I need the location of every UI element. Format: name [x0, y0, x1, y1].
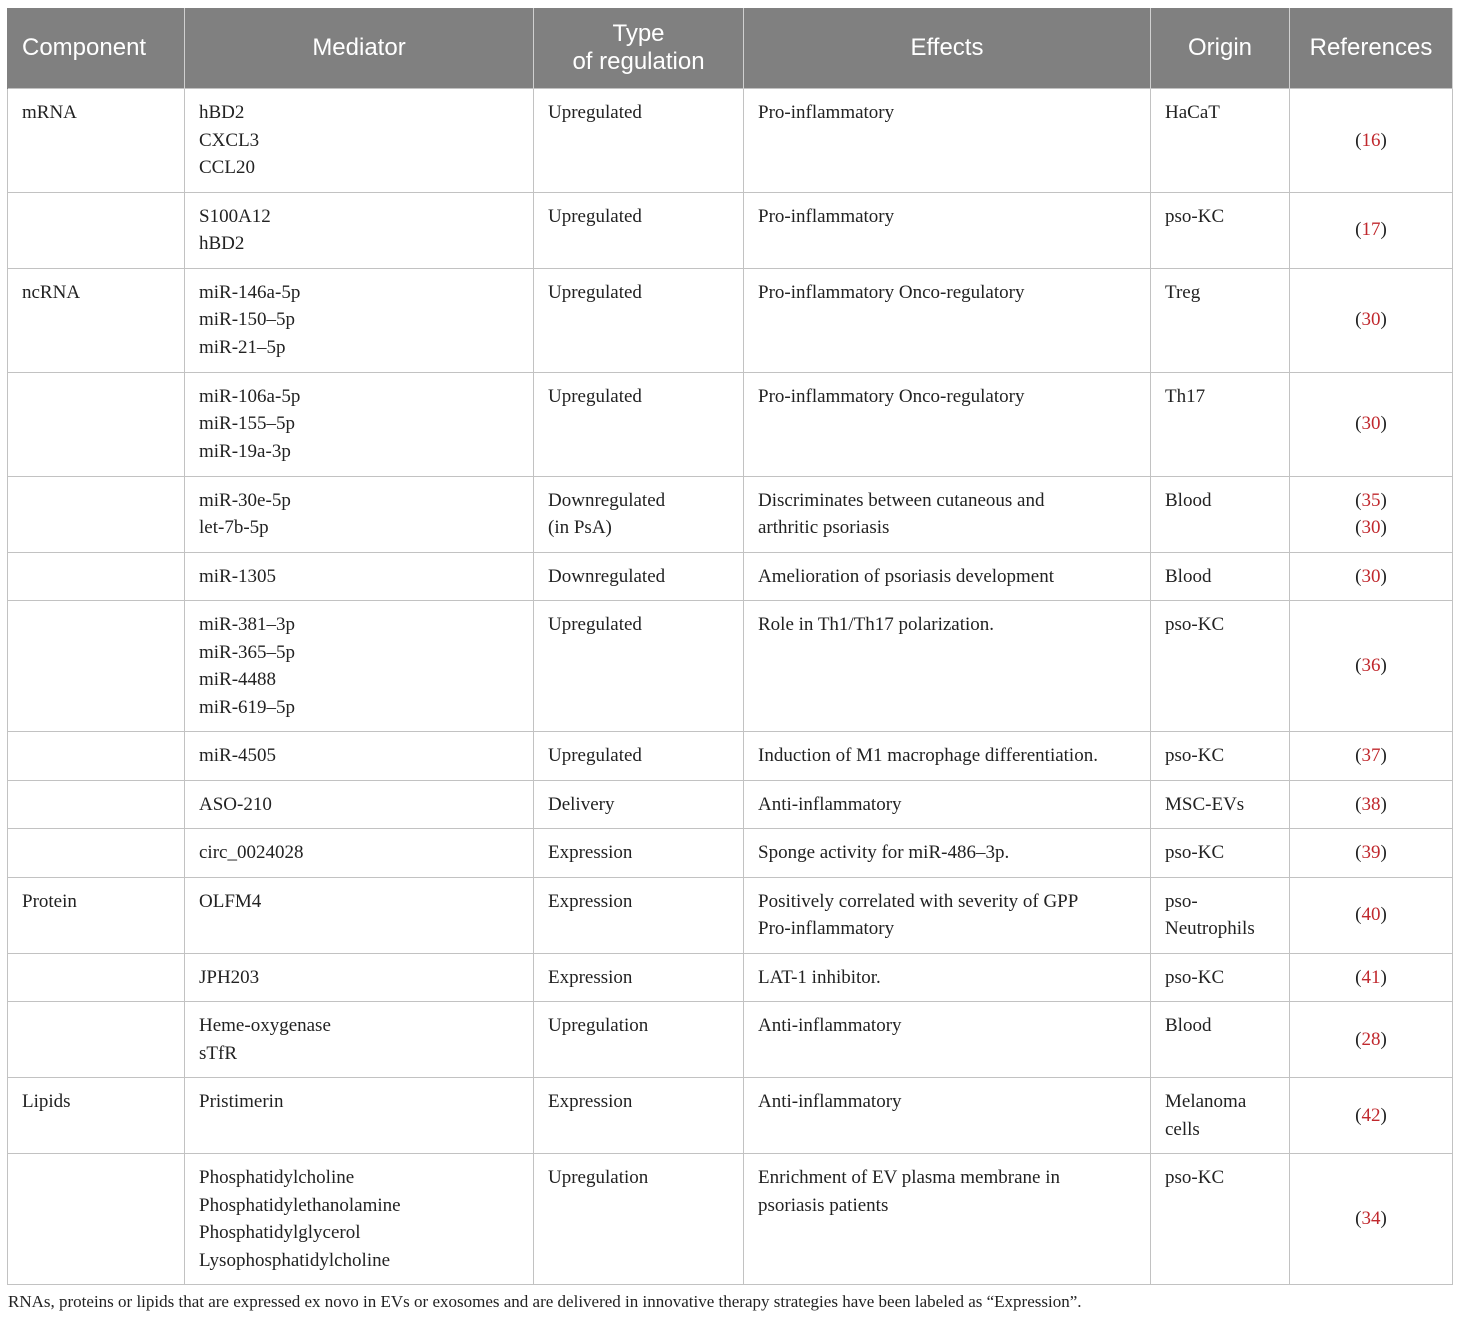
cell-mediator-line: Lysophosphatidylcholine [199, 1249, 391, 1271]
cell-mediator-line: miR-155–5p [199, 413, 296, 434]
cell-origin [1151, 1154, 1290, 1285]
cell-effects-line: Pro-inflammatory Onco-regulatory [758, 281, 1025, 303]
cell-references: (30) [1290, 552, 1453, 601]
table-row [8, 476, 1453, 552]
cell-origin-line: Blood [1165, 489, 1212, 511]
cell-mediator [185, 1002, 534, 1078]
cell-origin [1151, 89, 1290, 193]
cell-effects [744, 372, 1151, 476]
cell-origin-line: Melanoma [1165, 1091, 1247, 1112]
cell-regulation-line: Upregulated [548, 745, 642, 766]
cell-mediator [185, 1154, 534, 1285]
cell-effects [744, 1002, 1151, 1078]
cell-mediator-line: miR-619–5p [199, 696, 296, 718]
reference-link[interactable]: 42 [1361, 1104, 1381, 1126]
table-container [7, 8, 1452, 1285]
table-row [8, 953, 1453, 1002]
cell-effects [744, 1154, 1151, 1285]
cell-mediator [185, 372, 534, 476]
cell-effects-line: psoriasis patients [758, 1194, 889, 1216]
cell-mediator [185, 268, 534, 372]
cell-mediator-line: miR-1305 [199, 565, 277, 587]
cell-origin-line: pso-KC [1165, 205, 1225, 227]
reference-link[interactable]: 36 [1361, 655, 1381, 677]
cell-effects-line: Pro-inflammatory [758, 205, 895, 227]
cell-regulation [534, 476, 744, 552]
header-origin: Origin [1151, 8, 1290, 89]
table-body [8, 89, 1453, 1285]
header-effects: Effects [744, 8, 1151, 89]
cell-references: (37) [1290, 732, 1453, 781]
cell-regulation [534, 1078, 744, 1154]
cell-regulation-line: Upregulated [548, 614, 642, 635]
cell-mediator-line: hBD2 [199, 233, 245, 254]
table-row [8, 552, 1453, 601]
cell-effects-line: Discriminates between cutaneous and [758, 489, 1045, 511]
reference-link[interactable]: 17 [1361, 219, 1381, 241]
reference-link[interactable]: 30 [1361, 309, 1381, 331]
cell-regulation [534, 268, 744, 372]
data-table [7, 8, 1453, 1285]
cell-effects-line: Pro-inflammatory Onco-regulatory [758, 385, 1025, 407]
cell-mediator-line: miR-30e-5p [199, 489, 291, 511]
cell-origin-line: Neutrophils [1165, 918, 1255, 939]
reference-link[interactable]: 39 [1361, 842, 1381, 863]
cell-origin [1151, 192, 1290, 268]
cell-origin [1151, 268, 1290, 372]
cell-component [8, 953, 185, 1002]
cell-mediator-line: OLFM4 [199, 890, 262, 912]
cell-mediator [185, 1078, 534, 1154]
cell-regulation [534, 1154, 744, 1285]
reference-link[interactable]: 37 [1361, 745, 1381, 766]
cell-origin-line: MSC-EVs [1165, 793, 1245, 815]
cell-mediator-line: let-7b-5p [199, 517, 269, 538]
cell-mediator [185, 780, 534, 829]
cell-mediator-line: miR-4505 [199, 745, 277, 766]
cell-origin-line: pso-KC [1165, 614, 1225, 635]
reference-link[interactable]: 30 [1361, 517, 1381, 538]
cell-mediator-line: miR-146a-5p [199, 281, 301, 303]
cell-origin [1151, 552, 1290, 601]
cell-effects [744, 829, 1151, 878]
header-references: References [1290, 8, 1453, 89]
table-row [8, 372, 1453, 476]
cell-mediator [185, 829, 534, 878]
cell-origin [1151, 601, 1290, 732]
table-row [8, 780, 1453, 829]
cell-regulation-line: Upregulation [548, 1167, 649, 1188]
cell-references: (30) [1290, 372, 1453, 476]
cell-origin-line: pso-KC [1165, 966, 1225, 988]
cell-component [8, 732, 185, 781]
cell-regulation-line: Upregulated [548, 385, 642, 407]
cell-component: Lipids [8, 1078, 185, 1154]
cell-component [8, 780, 185, 829]
cell-references: (30) [1290, 268, 1453, 372]
header-mediator: Mediator [185, 8, 534, 89]
cell-regulation [534, 1002, 744, 1078]
table-row [8, 89, 1453, 193]
table-row [8, 1002, 1453, 1078]
cell-origin-line: pso-KC [1165, 842, 1225, 863]
cell-mediator [185, 601, 534, 732]
reference-link[interactable]: 38 [1361, 793, 1381, 815]
table-row [8, 1154, 1453, 1285]
cell-origin [1151, 732, 1290, 781]
cell-origin-line: pso-KC [1165, 1167, 1225, 1188]
cell-regulation-line: Downregulated [548, 565, 666, 587]
cell-regulation-line: Expression [548, 966, 633, 988]
cell-origin [1151, 829, 1290, 878]
cell-effects [744, 476, 1151, 552]
cell-regulation-line: Upregulated [548, 205, 642, 227]
cell-origin-line: HaCaT [1165, 102, 1220, 123]
table-row [8, 877, 1453, 953]
cell-effects-line: Sponge activity for miR-486–3p. [758, 842, 1010, 863]
cell-references: (28) [1290, 1002, 1453, 1078]
reference-link[interactable]: 30 [1361, 413, 1381, 435]
reference-link[interactable]: 30 [1361, 565, 1381, 587]
cell-origin-line: pso-KC [1165, 745, 1225, 766]
cell-mediator-line: miR-21–5p [199, 336, 286, 358]
cell-mediator-line: miR-19a-3p [199, 440, 291, 462]
cell-origin-line: pso- [1165, 890, 1198, 912]
cell-regulation-line: Expression [548, 1091, 633, 1112]
cell-effects-line: LAT-1 inhibitor. [758, 966, 881, 988]
cell-mediator-line: ASO-210 [199, 793, 272, 815]
cell-component: mRNA [8, 89, 185, 193]
cell-component [8, 1002, 185, 1078]
cell-references: (42) [1290, 1078, 1453, 1154]
cell-origin [1151, 476, 1290, 552]
cell-regulation-line: Upregulated [548, 281, 642, 303]
cell-effects [744, 1078, 1151, 1154]
reference-link[interactable]: 16 [1361, 129, 1381, 151]
cell-component [8, 1154, 185, 1285]
cell-regulation [534, 953, 744, 1002]
cell-references: (38) [1290, 780, 1453, 829]
cell-component: Protein [8, 877, 185, 953]
table-row [8, 192, 1453, 268]
cell-mediator [185, 552, 534, 601]
cell-mediator-line: sTfR [199, 1042, 237, 1064]
cell-regulation-line: Upregulation [548, 1015, 649, 1036]
cell-effects-line: Amelioration of psoriasis development [758, 565, 1055, 587]
cell-regulation-line: (in PsA) [548, 517, 612, 538]
cell-component: ncRNA [8, 268, 185, 372]
cell-regulation [534, 552, 744, 601]
cell-origin [1151, 953, 1290, 1002]
cell-references: (16) [1290, 89, 1453, 193]
cell-mediator-line: miR-106a-5p [199, 385, 301, 407]
cell-mediator [185, 192, 534, 268]
cell-component [8, 192, 185, 268]
cell-effects-line: Anti-inflammatory [758, 1015, 902, 1036]
cell-effects-line: Enrichment of EV plasma membrane in [758, 1167, 1060, 1188]
cell-mediator [185, 877, 534, 953]
cell-mediator-line: miR-4488 [199, 669, 277, 690]
cell-mediator-line: Pristimerin [199, 1091, 284, 1112]
cell-effects [744, 601, 1151, 732]
cell-regulation-line: Upregulated [548, 102, 642, 123]
cell-origin [1151, 1078, 1290, 1154]
reference-link[interactable]: 28 [1361, 1028, 1381, 1050]
table-row [8, 732, 1453, 781]
reference-link[interactable]: 41 [1361, 966, 1381, 988]
table-row [8, 601, 1453, 732]
cell-regulation-line: Delivery [548, 793, 615, 815]
cell-mediator-line: hBD2 [199, 102, 245, 123]
cell-references: (41) [1290, 953, 1453, 1002]
cell-mediator [185, 476, 534, 552]
header-component: Component [8, 8, 185, 89]
table-row [8, 829, 1453, 878]
cell-origin-line: cells [1165, 1118, 1200, 1140]
cell-references: (39) [1290, 829, 1453, 878]
cell-component [8, 552, 185, 601]
cell-regulation-line: Expression [548, 842, 633, 863]
cell-mediator [185, 732, 534, 781]
reference-link[interactable]: 40 [1361, 904, 1381, 926]
cell-effects-line: Role in Th1/Th17 polarization. [758, 614, 995, 635]
header-row [8, 8, 1453, 89]
cell-mediator-line: Phosphatidylglycerol [199, 1222, 361, 1243]
cell-effects [744, 732, 1151, 781]
cell-mediator-line: miR-381–3p [199, 614, 296, 635]
cell-regulation [534, 372, 744, 476]
cell-origin [1151, 877, 1290, 953]
cell-mediator [185, 953, 534, 1002]
cell-mediator-line: S100A12 [199, 205, 271, 227]
cell-references: (40) [1290, 877, 1453, 953]
cell-regulation [534, 601, 744, 732]
cell-component [8, 372, 185, 476]
cell-origin [1151, 372, 1290, 476]
cell-mediator-line: miR-365–5p [199, 641, 296, 663]
cell-mediator-line: miR-150–5p [199, 309, 296, 330]
cell-origin [1151, 1002, 1290, 1078]
cell-regulation [534, 780, 744, 829]
cell-mediator [185, 89, 534, 193]
cell-references: (17) [1290, 192, 1453, 268]
cell-effects-line: Anti-inflammatory [758, 1091, 902, 1112]
table-row [8, 1078, 1453, 1154]
cell-effects [744, 89, 1151, 193]
reference-link[interactable]: 35 [1361, 489, 1381, 511]
cell-mediator-line: CXCL3 [199, 129, 260, 151]
cell-effects [744, 877, 1151, 953]
reference-link[interactable]: 34 [1361, 1208, 1381, 1230]
cell-regulation-line: Expression [548, 890, 633, 912]
cell-regulation [534, 192, 744, 268]
cell-mediator-line: Heme-oxygenase [199, 1015, 331, 1036]
cell-effects [744, 780, 1151, 829]
cell-references: (34) [1290, 1154, 1453, 1285]
cell-mediator-line: CCL20 [199, 157, 255, 178]
cell-effects [744, 552, 1151, 601]
cell-effects-line: Pro-inflammatory [758, 102, 895, 123]
cell-component [8, 829, 185, 878]
cell-origin-line: Treg [1165, 281, 1201, 303]
cell-effects-line: Induction of M1 macrophage differentiation. [758, 745, 1098, 766]
cell-effects-line: Pro-inflammatory [758, 918, 895, 939]
cell-effects [744, 953, 1151, 1002]
cell-mediator-line: Phosphatidylcholine [199, 1167, 355, 1188]
cell-origin-line: Blood [1165, 565, 1212, 587]
cell-references: (35) (30) [1290, 476, 1453, 552]
table-row [8, 268, 1453, 372]
table-footnote: RNAs, proteins or lipids that are expressed ex novo in EVs or exosomes and are delivered in innovative therapy strategies have been labeled as “Expression”. [8, 1292, 1082, 1311]
cell-origin [1151, 780, 1290, 829]
cell-regulation [534, 89, 744, 193]
cell-component [8, 476, 185, 552]
cell-regulation-line: Downregulated [548, 489, 666, 511]
cell-mediator-line: circ_0024028 [199, 842, 304, 863]
cell-regulation [534, 732, 744, 781]
cell-effects-line: Positively correlated with severity of GPP [758, 890, 1079, 912]
cell-effects-line: arthritic psoriasis [758, 517, 890, 538]
cell-mediator-line: Phosphatidylethanolamine [199, 1194, 401, 1216]
cell-origin-line: Blood [1165, 1015, 1212, 1036]
cell-regulation [534, 829, 744, 878]
header-type-of-regulation: Type of regulation [534, 8, 744, 89]
cell-effects-line: Anti-inflammatory [758, 793, 902, 815]
cell-effects [744, 192, 1151, 268]
cell-mediator-line: JPH203 [199, 966, 260, 988]
cell-effects [744, 268, 1151, 372]
cell-regulation [534, 877, 744, 953]
cell-origin-line: Th17 [1165, 385, 1206, 407]
cell-component [8, 601, 185, 732]
cell-references: (36) [1290, 601, 1453, 732]
